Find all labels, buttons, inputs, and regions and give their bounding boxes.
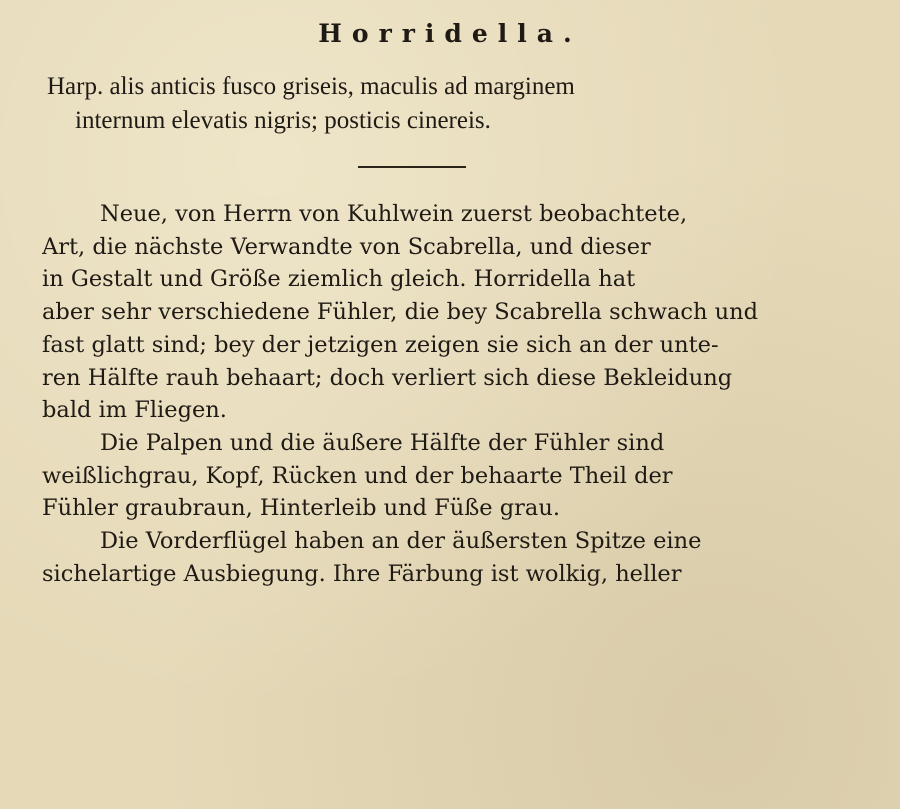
text-line: Art, die nächste Verwandte von Scabrella, und dieser [42,233,651,260]
section-divider [358,166,466,168]
page-title: Horridella. [318,19,582,48]
diagnosis-line-2: internum elevatis nigris; posticis cinereis. [75,107,491,134]
text-line: Neue, von Herrn von Kuhlwein zuerst beobachtete, [100,201,688,227]
text-line: Die Vorderflügel haben an der äußersten Spitze eine [100,528,702,555]
body-text [42,198,772,590]
diagnosis-line-1: Harp. alis anticis fusco griseis, maculis ad marginem [47,73,575,100]
text-line: sichelartige Ausbiegung. Ihre Färbung ist wolkig, heller [42,560,682,587]
text-line: bald im Fliegen. [42,397,227,424]
text-line: aber sehr verschiedene Fühler, die bey Scabrella schwach und [42,299,759,326]
text-line: Fühler graubraun, Hinterleib und Füße grau. [42,495,560,522]
text-line: fast glatt sind; bey der jetzigen zeigen sie sich an der unte- [42,331,719,358]
text-line: Die Palpen und die äußere Hälfte der Fühler sind [100,429,665,456]
text-line: ren Hälfte rauh behaart; doch verliert sich diese Bekleidung [42,364,733,391]
text-line: in Gestalt und Größe ziemlich gleich. Horridella hat [42,266,636,293]
text-line: weißlichgrau, Kopf, Rücken und der behaarte Theil der [42,462,673,489]
latin-diagnosis [47,70,777,138]
